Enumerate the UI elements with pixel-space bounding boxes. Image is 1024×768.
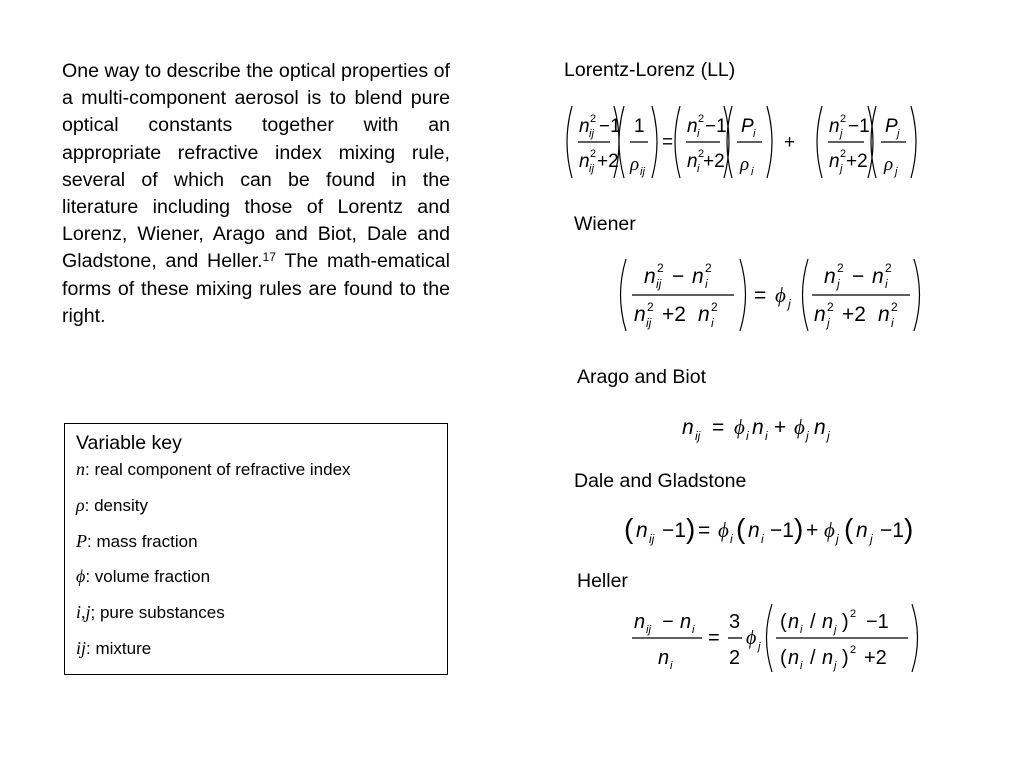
key-description: : volume fraction (85, 567, 211, 587)
svg-text:+: + (784, 132, 796, 153)
svg-text:n: n (658, 647, 670, 669)
svg-text:3: 3 (729, 611, 741, 633)
svg-text:i: i (746, 429, 749, 443)
svg-text:+2: +2 (597, 151, 619, 172)
svg-text:−: − (672, 265, 685, 288)
equation-dale-gladstone (624, 510, 924, 550)
svg-text:ρ: ρ (630, 154, 640, 175)
svg-text:2: 2 (590, 113, 597, 125)
key-description: ; pure substances (90, 603, 225, 623)
svg-text:2: 2 (891, 300, 898, 314)
svg-text:=: = (754, 284, 767, 307)
svg-text:j: j (895, 166, 898, 178)
svg-text:j: j (840, 128, 843, 140)
svg-text:j: j (870, 532, 873, 546)
svg-text:n: n (680, 611, 692, 633)
svg-text:ϕ: ϕ (794, 415, 805, 439)
svg-text:−1: −1 (848, 116, 870, 137)
svg-text:i: i (800, 660, 803, 672)
svg-text:−1: −1 (662, 519, 686, 542)
key-row-n (76, 459, 447, 495)
svg-text:n: n (788, 647, 800, 669)
svg-text:n: n (748, 519, 760, 542)
svg-text:n: n (878, 303, 890, 326)
svg-text:n: n (682, 416, 694, 439)
svg-text:ij: ij (646, 316, 652, 330)
svg-text:j: j (788, 297, 791, 311)
svg-text:): ) (686, 513, 696, 544)
svg-text:j: j (897, 128, 900, 140)
rule-title-heller: Heller (577, 570, 628, 592)
svg-text:ij: ij (640, 166, 645, 178)
svg-text:n: n (829, 116, 840, 137)
svg-text:i: i (753, 128, 756, 140)
svg-text:(: ( (736, 513, 746, 544)
svg-text:): ) (904, 513, 914, 544)
svg-text:1: 1 (634, 116, 645, 137)
svg-text:=: = (698, 519, 711, 542)
rule-title-arago-biot: Arago and Biot (577, 366, 707, 388)
svg-text:j: j (836, 532, 839, 546)
svg-text:n: n (752, 416, 764, 439)
svg-text:2: 2 (837, 261, 844, 275)
svg-text:2: 2 (840, 148, 847, 160)
svg-text:(: ( (780, 647, 787, 669)
key-description: : mass fraction (87, 531, 198, 551)
rule-title-wiener: Wiener (574, 213, 636, 235)
svg-text:/: / (810, 611, 816, 633)
svg-text:i: i (761, 532, 764, 546)
svg-text:n: n (822, 647, 834, 669)
svg-text:ij: ij (589, 128, 594, 140)
svg-text:=: = (662, 132, 674, 153)
svg-text:j: j (834, 660, 837, 672)
svg-text:j: j (834, 624, 837, 636)
equation-wiener (612, 253, 932, 337)
reference-superscript: 17 (262, 250, 276, 265)
key-description: : density (84, 495, 148, 515)
svg-text:−1: −1 (705, 116, 727, 137)
svg-text:n: n (814, 416, 826, 439)
svg-text:ϕ: ϕ (775, 283, 786, 307)
svg-text:2: 2 (711, 300, 718, 314)
key-row-rho (76, 495, 447, 531)
svg-text:P: P (885, 116, 898, 137)
svg-text:i: i (885, 277, 888, 291)
svg-text:i: i (692, 624, 695, 636)
svg-text:2: 2 (698, 148, 705, 160)
key-row-ij-pure (76, 602, 447, 638)
svg-text:(: ( (780, 611, 787, 633)
key-description: : real component of refractive index (85, 460, 351, 479)
svg-text:ij: ij (589, 163, 594, 175)
key-symbol: P (76, 530, 87, 551)
svg-text:j: j (827, 316, 830, 330)
svg-text:2: 2 (850, 608, 857, 620)
svg-text:n: n (824, 265, 836, 288)
svg-text:ϕ: ϕ (746, 627, 757, 649)
svg-text:−1: −1 (866, 611, 889, 633)
svg-text:n: n (698, 303, 710, 326)
svg-text:i: i (730, 532, 733, 546)
svg-text:2: 2 (590, 148, 597, 160)
svg-text:2: 2 (647, 300, 654, 314)
intro-text-after: The math-ematical forms of these mixing rules are found to the right. (62, 250, 450, 327)
svg-text:n: n (644, 265, 656, 288)
svg-text:/: / (810, 647, 816, 669)
rule-title-lorentz-lorenz: Lorentz-Lorenz (LL) (564, 59, 736, 81)
svg-text:n: n (579, 151, 590, 172)
svg-text:2: 2 (827, 300, 834, 314)
svg-text:+2: +2 (846, 151, 868, 172)
svg-text:+2: +2 (703, 151, 725, 172)
svg-text:j: j (827, 429, 830, 443)
svg-text:2: 2 (729, 647, 741, 669)
svg-text:n: n (822, 611, 834, 633)
intro-text: One way to describe the optical properties of a multi-component aerosol is to blend pure optical constants together with an appropriate refractive index mixing rule, several of which can be found in the literature including those of Lorentz and Lorenz, Wiener, Arago and Biot, Dale and Gladstone, and Heller. (62, 60, 450, 273)
svg-text:i: i (800, 624, 803, 636)
svg-text:2: 2 (705, 261, 712, 275)
svg-text:): ) (842, 611, 849, 633)
svg-text:i: i (670, 660, 673, 672)
equation-heller (630, 602, 930, 678)
key-description: : mixture (86, 638, 152, 658)
svg-text:−1: −1 (599, 116, 621, 137)
svg-text:ρ: ρ (740, 154, 750, 175)
svg-text:P: P (741, 116, 754, 137)
svg-text:n: n (856, 519, 868, 542)
svg-text:−: − (852, 265, 865, 288)
svg-text:+: + (774, 416, 787, 439)
svg-text:n: n (829, 151, 840, 172)
key-row-p (76, 531, 447, 567)
svg-text:2: 2 (885, 261, 892, 275)
intro-paragraph (62, 58, 450, 330)
svg-text:i: i (705, 277, 708, 291)
equation-lorentz-lorenz (560, 100, 985, 184)
svg-text:i: i (697, 163, 700, 175)
svg-text:−: − (662, 611, 674, 633)
svg-text:i: i (765, 429, 768, 443)
svg-text:n: n (579, 116, 590, 137)
svg-text:ij: ij (646, 624, 651, 636)
svg-text:n: n (687, 116, 698, 137)
svg-text:n: n (788, 611, 800, 633)
svg-text:ϕ: ϕ (734, 415, 745, 439)
svg-text:i: i (891, 316, 894, 330)
svg-text:2: 2 (657, 261, 664, 275)
svg-text:n: n (636, 519, 648, 542)
svg-text:n: n (872, 265, 884, 288)
variable-key-title: Variable key (76, 432, 182, 454)
svg-text:−1: −1 (880, 519, 904, 542)
svg-text:j: j (840, 163, 843, 175)
svg-text:n: n (692, 265, 704, 288)
svg-text:+2: +2 (842, 303, 866, 326)
svg-text:−1: −1 (770, 519, 794, 542)
svg-text:=: = (712, 416, 725, 439)
svg-text:n: n (634, 611, 646, 633)
svg-text:j: j (806, 429, 809, 443)
svg-text:i: i (697, 128, 700, 140)
rule-title-dale-gladstone: Dale and Gladstone (574, 470, 747, 492)
svg-text:): ) (794, 513, 804, 544)
svg-text:+: + (806, 519, 819, 542)
svg-text:(: ( (624, 513, 634, 544)
key-symbol: ij (76, 637, 87, 658)
svg-text:ij: ij (695, 429, 701, 443)
svg-text:ϕ: ϕ (718, 518, 729, 542)
svg-text:n: n (634, 303, 646, 326)
svg-text:i: i (751, 166, 754, 178)
svg-text:2: 2 (850, 644, 857, 656)
svg-text:n: n (814, 303, 826, 326)
key-symbol: ϕ (76, 566, 86, 587)
svg-text:2: 2 (840, 113, 847, 125)
equation-arago-biot (680, 408, 860, 448)
svg-text:j: j (837, 277, 840, 291)
svg-text:n: n (687, 151, 698, 172)
key-row-phi (76, 566, 447, 602)
svg-text:ϕ: ϕ (824, 518, 835, 542)
svg-text:): ) (842, 647, 849, 669)
key-symbol: ρ (76, 494, 85, 515)
svg-text:+2: +2 (662, 303, 686, 326)
key-symbol: i,j (76, 602, 91, 623)
svg-text:ij: ij (656, 277, 662, 291)
svg-text:+2: +2 (864, 647, 887, 669)
svg-text:=: = (708, 627, 720, 649)
svg-text:i: i (711, 316, 714, 330)
svg-text:ij: ij (649, 532, 655, 546)
variable-key-box (64, 423, 448, 675)
svg-text:j: j (758, 641, 761, 653)
svg-text:ρ: ρ (884, 154, 894, 175)
svg-text:(: ( (844, 513, 854, 544)
svg-text:2: 2 (698, 113, 705, 125)
key-symbol: n (76, 459, 85, 479)
key-row-ij-mixture (76, 638, 447, 674)
